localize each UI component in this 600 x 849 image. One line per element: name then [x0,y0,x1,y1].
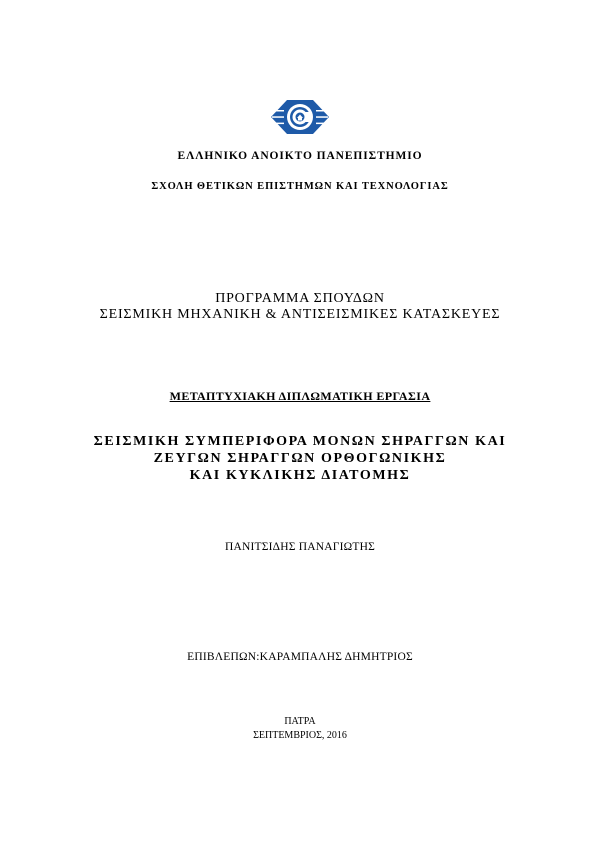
date: ΣΕΠΤΕΜΒΡΙΟΣ, 2016 [253,730,347,741]
university-name: ΕΛΛΗΝΙΚΟ ΑΝΟΙΚΤΟ ΠΑΝΕΠΙΣΤΗΜΙΟ [177,150,423,162]
thesis-title-line: ΖΕΥΓΩΝ ΣΗΡΑΓΓΩΝ ΟΡΘΟΓΩΝΙΚΗΣ [153,451,447,466]
city: ΠΑΤΡΑ [284,716,316,727]
thesis-type: ΜΕΤΑΠΤΥΧΙΑΚΗ ΔΙΠΛΩΜΑΤΙΚΗ ΕΡΓΑΣΙΑ [169,389,431,403]
school-name: ΣΧΟΛΗ ΘΕΤΙΚΩΝ ΕΠΙΣΤΗΜΩΝ ΚΑΙ ΤΕΧΝΟΛΟΓΙΑΣ [151,181,449,192]
program-label: ΠΡΟΓΡΑΜΜΑ ΣΠΟΥΔΩΝ [215,291,385,306]
eap-logo-icon [269,97,331,137]
author-name: ΠΑΝΙΤΣΙΔΗΣ ΠΑΝΑΓΙΩΤΗΣ [224,541,376,553]
supervisor-name: ΕΠΙΒΛΕΠΩΝ:ΚΑΡΑΜΠΑΛΗΣ ΔΗΜΗΤΡΙΟΣ [187,651,413,663]
thesis-title-line: ΚΑΙ ΚΥΚΛΙΚΗΣ ΔΙΑΤΟΜΗΣ [189,468,411,483]
program-name: ΣΕΙΣΜΙΚΗ ΜΗΧΑΝΙΚΗ & ΑΝΤΙΣΕΙΣΜΙΚΕΣ ΚΑΤΑΣΚΕΥΕΣ [99,307,501,322]
thesis-title-line: ΣΕΙΣΜΙΚΗ ΣΥΜΠΕΡΙΦΟΡΑ ΜΟΝΩΝ ΣΗΡΑΓΓΩΝ ΚΑΙ [93,434,507,449]
